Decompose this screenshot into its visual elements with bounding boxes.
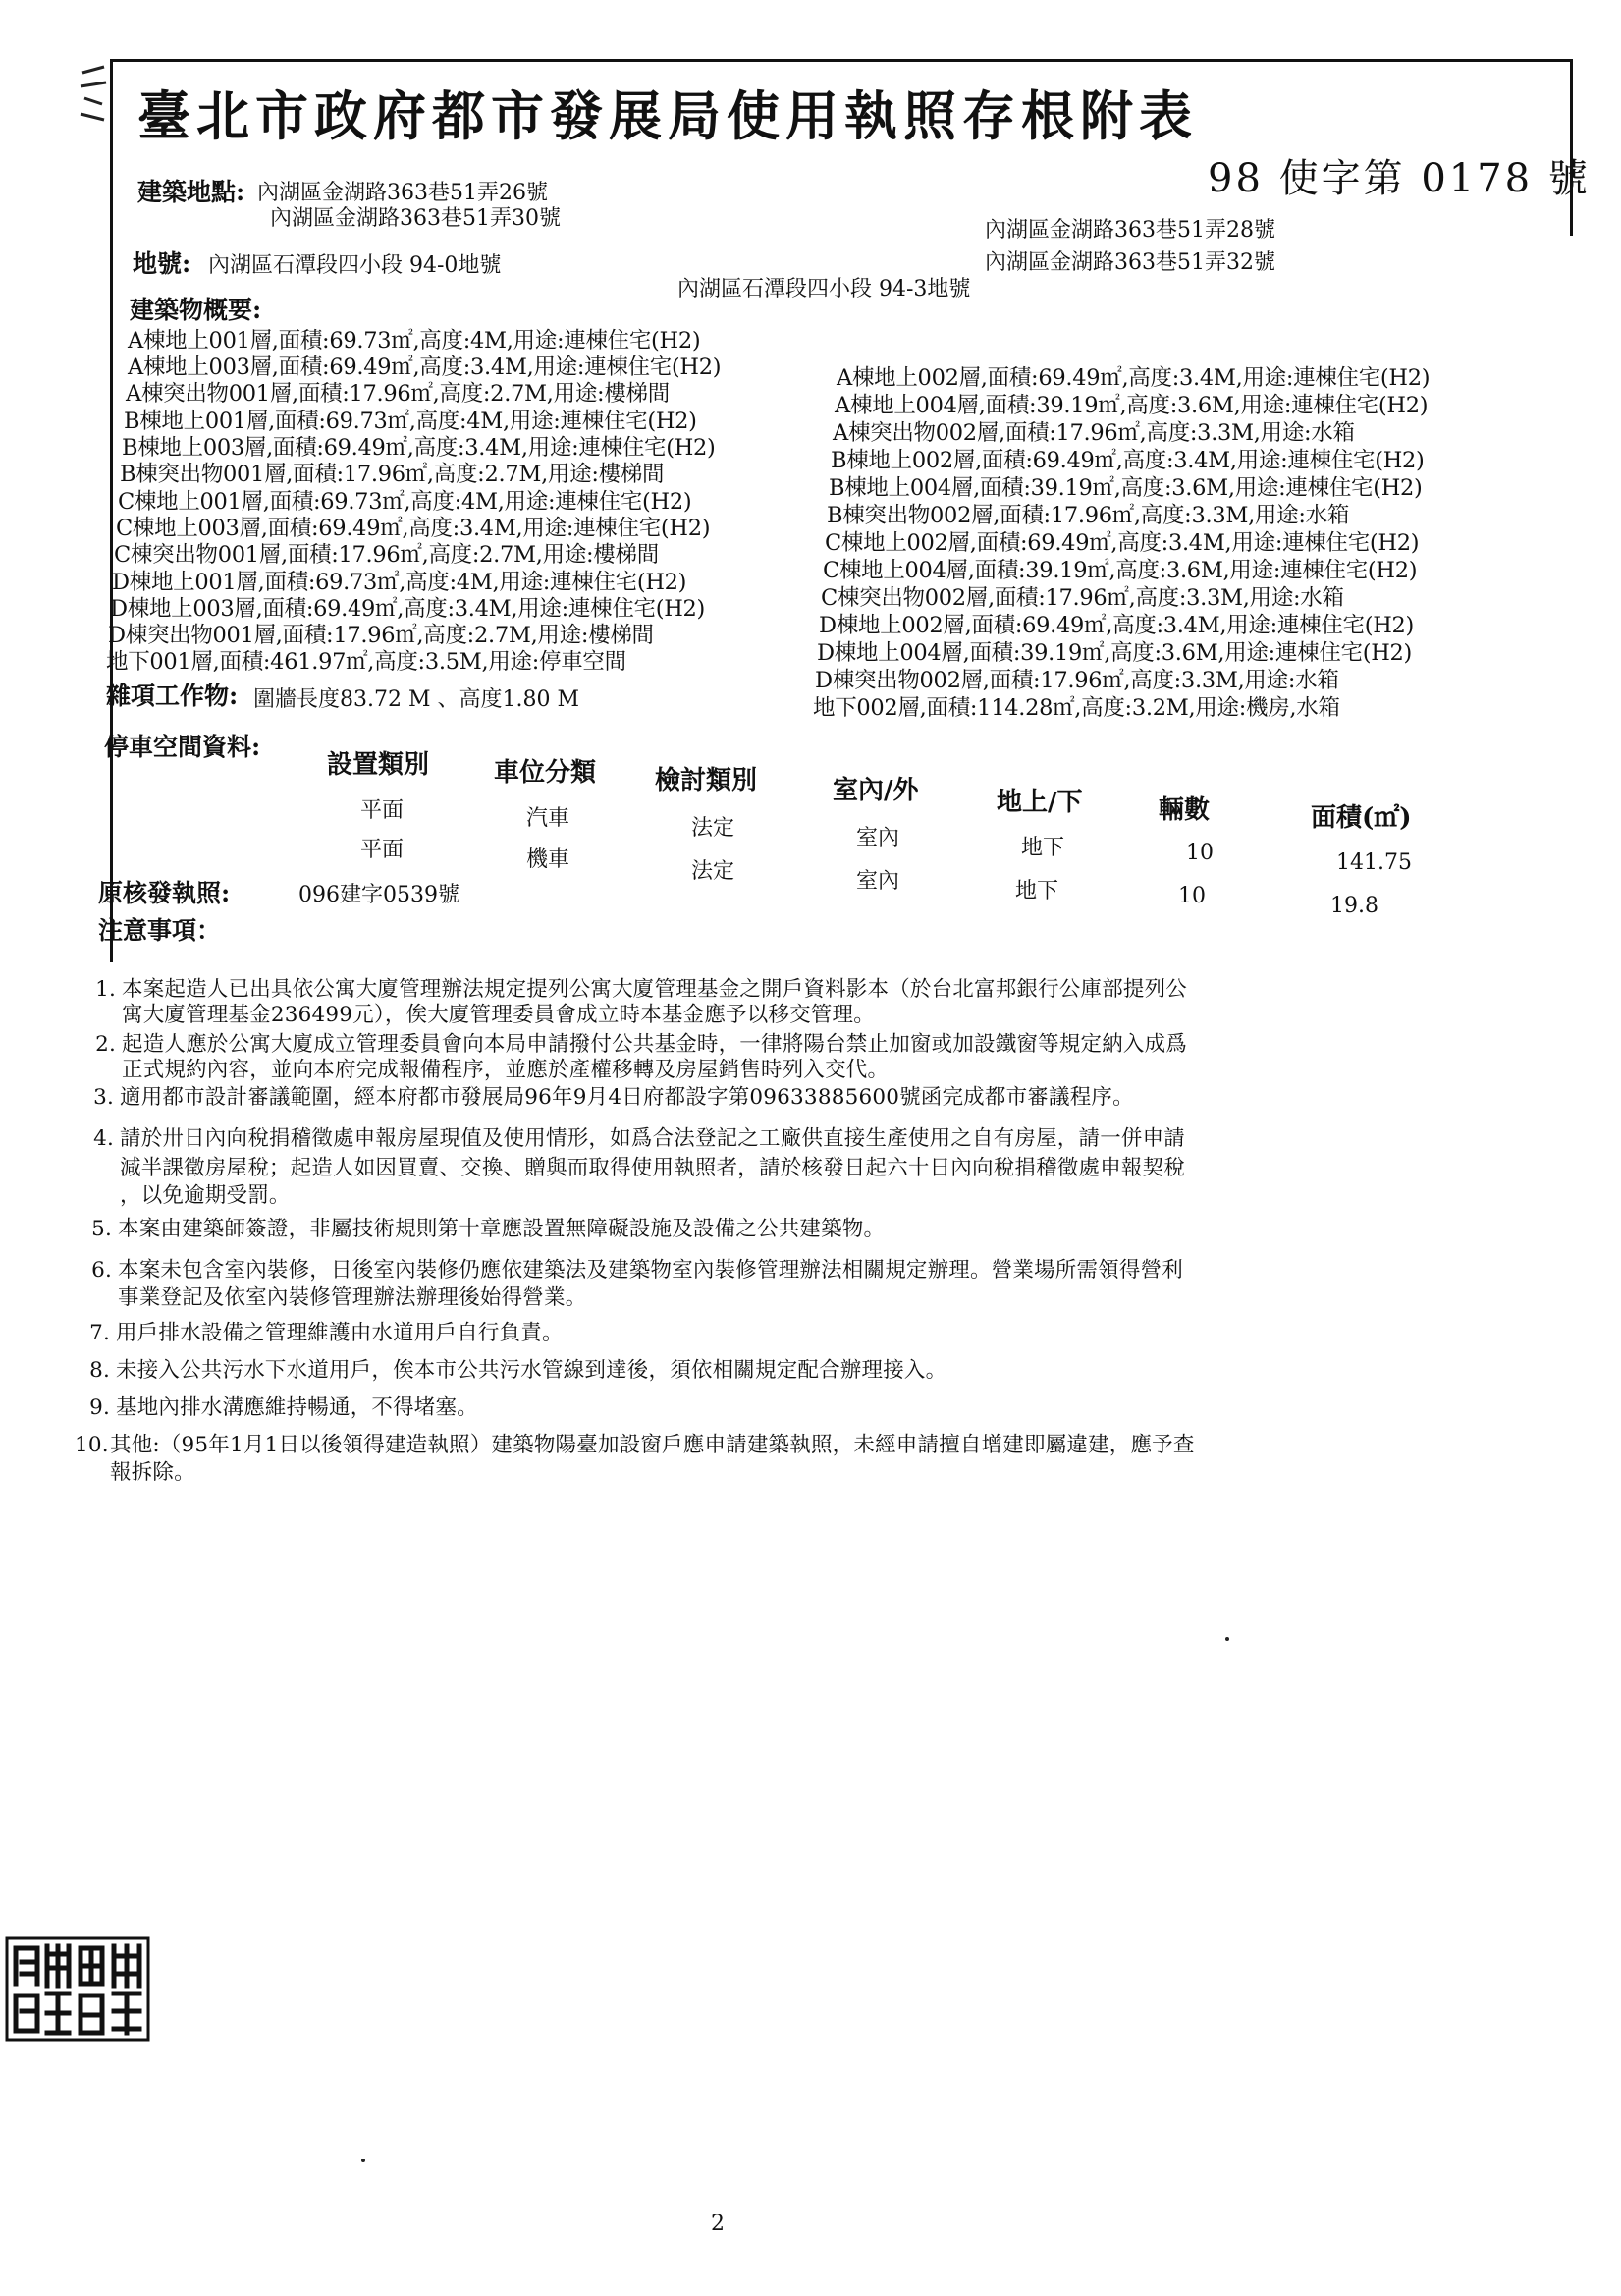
- note-text: 報拆除。: [110, 1460, 195, 1485]
- note-line: [82, 1212, 885, 1242]
- parking-header-above-below: 地上/下: [997, 788, 1083, 817]
- note-text: 本案未包含室內裝修，日後室內裝修仍應依建築法及建築物室內裝修管理辦法相關規定辦理。營業場所需領得營利: [118, 1258, 1184, 1283]
- original-permit-value: 096建字0539號: [298, 883, 459, 907]
- frame-top-border: [110, 59, 1573, 62]
- note-text: 本案起造人已出具依公寓大廈管理辦法規定提列公寓大廈管理基金之開戶資料影本（於台北富邦銀行公庫部提列公: [122, 977, 1188, 1002]
- building-right-line: D棟地上002層,面積:69.49㎡,高度:3.4M,用途:連棟住宅(H2): [819, 613, 1415, 638]
- building-left-line: C棟地上001層,面積:69.73㎡,高度:4M,用途:連棟住宅(H2): [118, 489, 692, 515]
- note-number: 8.: [89, 1358, 110, 1383]
- note-text: ，以免逾期受罰。: [120, 1183, 291, 1208]
- note-text: 正式規約內容，並向本府完成報備程序，並應於產權移轉及房屋銷售時列入交代。: [122, 1058, 890, 1082]
- building-right-line: B棟地上004層,面積:39.19㎡,高度:3.6M,用途:連棟住宅(H2): [829, 475, 1423, 501]
- building-summary-label: 建築物概要:: [130, 296, 262, 324]
- building-right-line: C棟突出物002層,面積:17.96㎡,高度:3.3M,用途:水箱: [821, 585, 1344, 611]
- note-line: [75, 1455, 195, 1486]
- building-left-line: A棟地上001層,面積:69.73㎡,高度:4M,用途:連棟住宅(H2): [128, 328, 701, 354]
- address-left-1: 內湖區金湖路363巷51弄26號: [257, 181, 548, 205]
- note-number: 1.: [95, 977, 116, 1002]
- address-label: 建築地點:: [137, 178, 245, 206]
- building-left-line: B棟地上001層,面積:69.73㎡,高度:4M,用途:連棟住宅(H2): [124, 409, 697, 434]
- lot-label: 地號:: [133, 249, 191, 278]
- building-right-line: D棟突出物002層,面積:17.96㎡,高度:3.3M,用途:水箱: [815, 668, 1339, 693]
- building-left-line: D棟地上003層,面積:69.49㎡,高度:3.4M,用途:連棟住宅(H2): [110, 596, 706, 622]
- official-seal-stamp: [4, 1935, 151, 2043]
- parking-cell: 室內: [856, 826, 900, 850]
- parking-cell: 19.8: [1330, 894, 1378, 918]
- note-text: 用戶排水設備之管理維護由水道用戶自行負責。: [116, 1321, 564, 1345]
- note-text: 其他:（95年1月1日以後領得建造執照）建築物陽臺加設窗戶應申請建築執照，未經申請擅自增建即屬違建，應予查: [110, 1433, 1195, 1457]
- note-text: 適用都市設計審議範圍，經本府都市發展局96年9月4日府都設字第09633885600號函完成都市審議程序。: [120, 1085, 1134, 1110]
- note-text: 減半課徵房屋稅；起造人如因買賣、交換、贈與而取得使用執照者，請於核發日起六十日內向稅捐稽徵處申報契稅: [120, 1156, 1186, 1180]
- building-right-line: A棟地上002層,面積:69.49㎡,高度:3.4M,用途:連棟住宅(H2): [837, 365, 1431, 391]
- note-line: [86, 1053, 889, 1083]
- building-left-line: C棟地上003層,面積:69.49㎡,高度:3.4M,用途:連棟住宅(H2): [116, 516, 711, 541]
- frame-left-border: [110, 59, 113, 962]
- document-title: 臺北市政府都市發展局使用執照存根附表: [137, 84, 1198, 147]
- lot-right: 內湖區石潭段四小段 94-3地號: [677, 277, 971, 301]
- note-number: 3.: [93, 1085, 114, 1110]
- parking-cell: 室內: [856, 869, 900, 894]
- note-line: [84, 1080, 1134, 1111]
- building-left-line: A棟突出物001層,面積:17.96㎡,高度:2.7M,用途:樓梯間: [126, 381, 670, 407]
- note-line: [84, 1178, 291, 1209]
- note-text: 未接入公共污水下水道用戶，俟本市公共污水管線到達後，須依相關規定配合辦理接入。: [116, 1358, 947, 1383]
- building-left-line: D棟突出物001層,面積:17.96㎡,高度:2.7M,用途:樓梯間: [108, 623, 654, 648]
- note-line: [86, 998, 875, 1028]
- parking-cell: 汽車: [526, 806, 570, 831]
- page-number: 2: [711, 2212, 725, 2236]
- building-right-line: B棟地上002層,面積:69.49㎡,高度:3.4M,用途:連棟住宅(H2): [831, 448, 1425, 473]
- note-number: 6.: [91, 1258, 112, 1283]
- note-line: [75, 1428, 1195, 1458]
- note-line: [84, 1151, 1185, 1181]
- address-right-2: 內湖區金湖路363巷51弄32號: [985, 250, 1275, 275]
- parking-cell: 141.75: [1336, 850, 1412, 875]
- permit-number: 98 使字第 0178 號: [1208, 156, 1591, 201]
- parking-header-count: 輛數: [1159, 795, 1211, 825]
- parking-cell: 平面: [360, 838, 405, 862]
- note-number: 10.: [75, 1433, 109, 1457]
- note-text: 事業登記及依室內裝修管理辦法辦理後始得營業。: [118, 1285, 587, 1310]
- note-text: 寓大廈管理基金236499元），俟大廈管理委員會成立時本基金應予以移交管理。: [122, 1003, 875, 1027]
- scan-edge-mark: [79, 65, 108, 124]
- note-line: [81, 1391, 478, 1421]
- parking-header-indoor-outdoor: 室內/外: [833, 776, 919, 805]
- note-number: 4.: [93, 1126, 114, 1151]
- parking-cell: 機車: [526, 847, 570, 872]
- note-line: [82, 1253, 1183, 1284]
- building-right-line: C棟地上002層,面積:69.49㎡,高度:3.4M,用途:連棟住宅(H2): [825, 530, 1420, 556]
- parking-header-space-class: 車位分類: [494, 758, 597, 788]
- building-right-line: C棟地上004層,面積:39.19㎡,高度:3.6M,用途:連棟住宅(H2): [823, 558, 1418, 583]
- original-permit-label: 原核發執照:: [98, 879, 231, 907]
- note-text: 基地內排水溝應維持暢通，不得堵塞。: [116, 1395, 478, 1420]
- note-line: [81, 1353, 946, 1384]
- parking-cell: 10: [1178, 884, 1206, 908]
- parking-label: 停車空間資料:: [104, 733, 261, 761]
- building-right-line: B棟突出物002層,面積:17.96㎡,高度:3.3M,用途:水箱: [827, 503, 1350, 528]
- parking-cell: 10: [1186, 841, 1214, 865]
- lot-left: 內湖區石潭段四小段 94-0地號: [208, 253, 502, 278]
- parking-cell: 地下: [1015, 879, 1059, 903]
- address-right-1: 內湖區金湖路363巷51弄28號: [985, 218, 1275, 243]
- misc-works-value: 圍牆長度83.72 M 、高度1.80 M: [253, 687, 579, 712]
- note-number: 7.: [89, 1321, 110, 1345]
- note-number: 5.: [91, 1217, 112, 1241]
- parking-cell: 平面: [360, 798, 405, 823]
- parking-header-setup-type: 設置類別: [327, 750, 430, 780]
- building-right-line: A棟地上004層,面積:39.19㎡,高度:3.6M,用途:連棟住宅(H2): [835, 393, 1429, 418]
- building-left-line: A棟地上003層,面積:69.49㎡,高度:3.4M,用途:連棟住宅(H2): [128, 355, 722, 380]
- address-left-2: 內湖區金湖路363巷51弄30號: [270, 206, 561, 231]
- parking-header-review-type: 檢討類別: [655, 766, 758, 795]
- note-text: 請於卅日內向稅捐稽徵處申報房屋現值及使用情形，如爲合法登記之工廠供直接生產使用之自有房屋，請一併申請: [120, 1126, 1186, 1151]
- building-left-line: D棟地上001層,面積:69.73㎡,高度:4M,用途:連棟住宅(H2): [112, 570, 687, 595]
- note-number: 9.: [89, 1395, 110, 1420]
- parking-cell: 法定: [691, 816, 735, 841]
- parking-cell: 地下: [1021, 836, 1065, 860]
- building-right-line: 地下002層,面積:114.28㎡,高度:3.2M,用途:機房,水箱: [813, 695, 1340, 721]
- building-left-line: B棟突出物001層,面積:17.96㎡,高度:2.7M,用途:樓梯間: [120, 462, 665, 487]
- building-right-line: A棟突出物002層,面積:17.96㎡,高度:3.3M,用途:水箱: [833, 420, 1355, 446]
- misc-works-label: 雜項工作物:: [106, 682, 239, 710]
- building-left-line: B棟地上003層,面積:69.49㎡,高度:3.4M,用途:連棟住宅(H2): [122, 435, 716, 461]
- building-left-line: 地下001層,面積:461.97㎡,高度:3.5M,用途:停車空間: [106, 649, 626, 675]
- note-line: [81, 1316, 564, 1346]
- building-left-line: C棟突出物001層,面積:17.96㎡,高度:2.7M,用途:樓梯間: [114, 542, 659, 568]
- building-right-line: D棟地上004層,面積:39.19㎡,高度:3.6M,用途:連棟住宅(H2): [817, 640, 1413, 666]
- note-number: 2.: [95, 1032, 116, 1057]
- parking-header-area: 面積(㎡): [1311, 803, 1412, 833]
- parking-cell: 法定: [691, 859, 735, 884]
- note-text: 本案由建築師簽證，非屬技術規則第十章應設置無障礙設施及設備之公共建築物。: [118, 1217, 886, 1241]
- note-line: [82, 1281, 586, 1311]
- scan-speck: [361, 2159, 365, 2162]
- notes-label: 注意事項：: [98, 916, 222, 945]
- scan-speck: [1225, 1637, 1229, 1641]
- note-line: [84, 1121, 1185, 1152]
- note-text: 起造人應於公寓大廈成立管理委員會向本局申請撥付公共基金時，一律將陽台禁止加窗或加設鐵窗等規定納入成爲: [122, 1032, 1188, 1057]
